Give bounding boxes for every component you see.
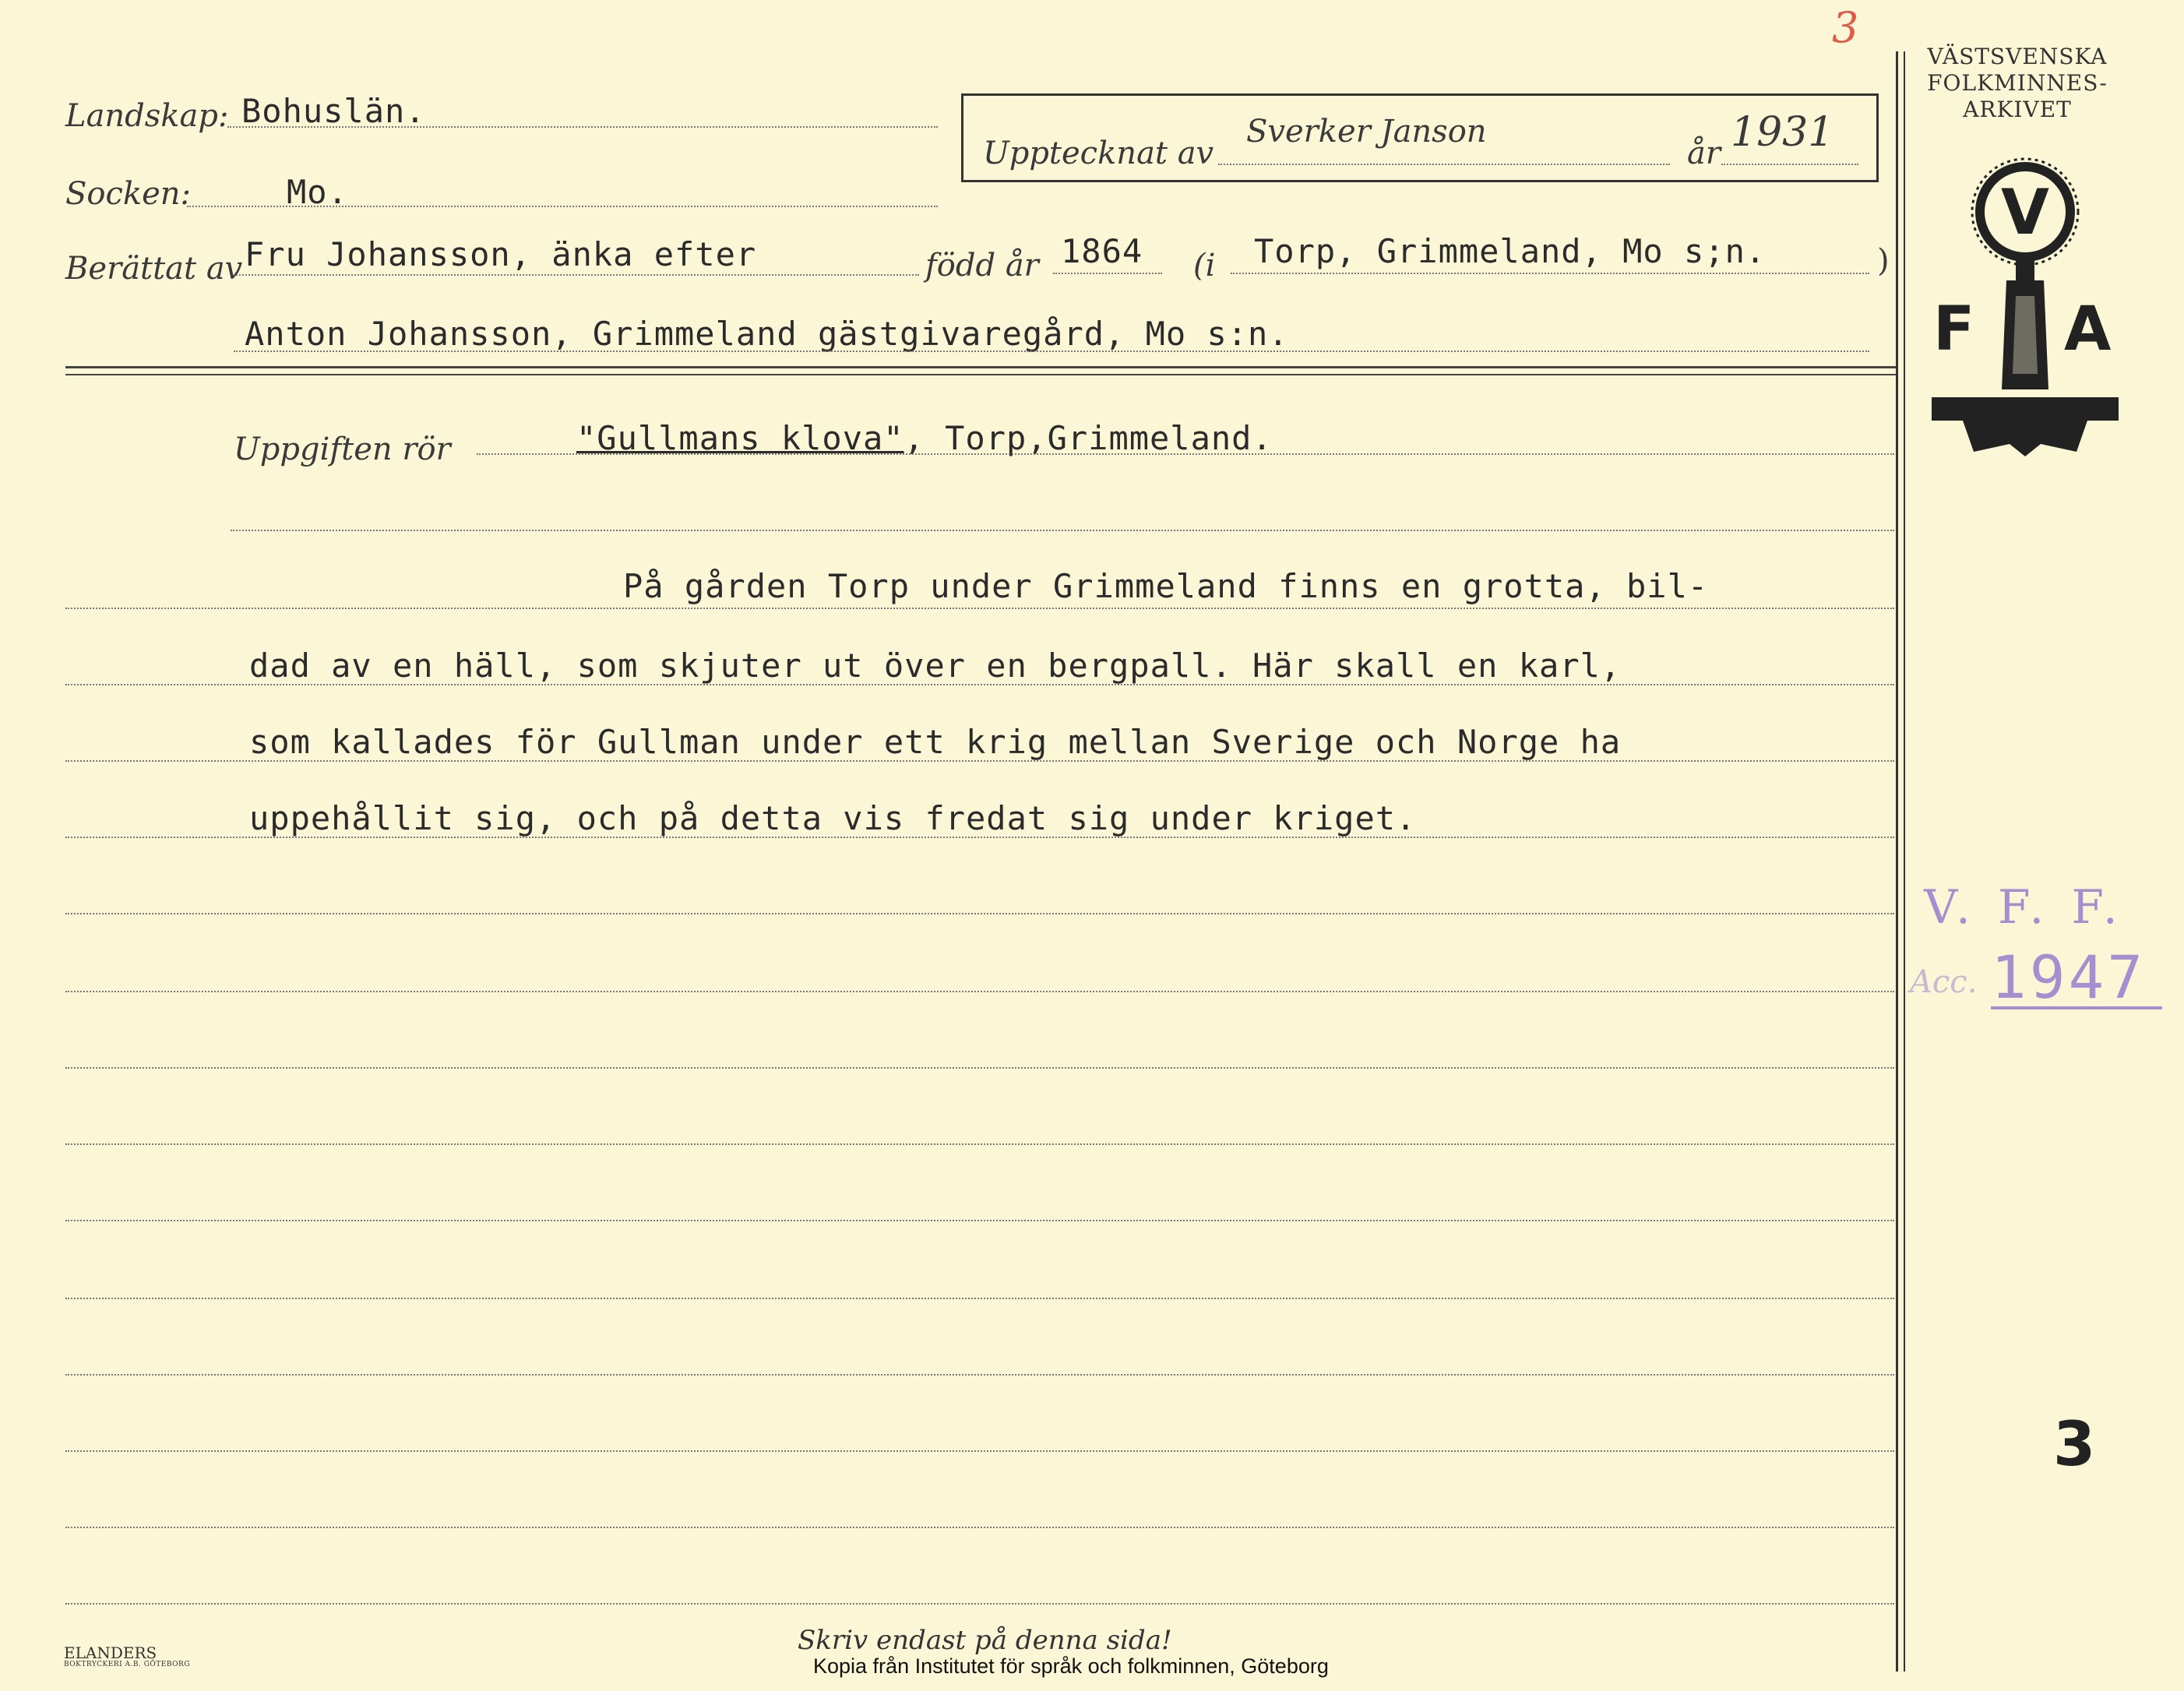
logo-a-letter: A	[2064, 294, 2112, 365]
ruled-line	[65, 913, 1894, 914]
landskap-label: Landskap:	[65, 98, 229, 134]
header-rule-bottom	[65, 374, 1896, 375]
body-line-2: dad av en häll, som skjuter ut över en bergpall. Här skall en karl,	[249, 646, 1622, 685]
ruled-line	[65, 1067, 1894, 1069]
archive-name-line-3: ARKIVET	[1963, 97, 2072, 122]
ruled-line	[65, 608, 1894, 609]
header-rule-top	[65, 366, 1896, 368]
stamp-underline	[1991, 1006, 2162, 1009]
stamp-acc-number: 1947	[1991, 942, 2147, 1012]
born-place-line	[1231, 273, 1869, 274]
footer-instruction: Skriv endast på denna sida!	[798, 1625, 1172, 1656]
stamp-acc-label: Acc.	[1910, 964, 1978, 1000]
record-year-label: år	[1687, 136, 1721, 171]
archive-name-line-1: VÄSTSVENSKA	[1927, 44, 2108, 69]
subject-line	[477, 453, 1894, 455]
ruled-line	[65, 1450, 1894, 1452]
body-line-3: som kallades för Gullman under ett krig mellan Sverige och Norge ha	[249, 723, 1622, 761]
logo-f-letter: F	[1933, 294, 1975, 365]
socken-value: Mo.	[287, 173, 348, 211]
record-year: 1931	[1731, 109, 1834, 156]
ruled-line	[65, 991, 1894, 992]
ruled-line	[65, 1603, 1894, 1605]
ruled-line	[65, 1143, 1894, 1145]
subject-line-2	[231, 530, 1894, 531]
born-year: 1864	[1061, 232, 1143, 270]
landskap-line	[227, 126, 938, 128]
born-place-suffix: )	[1877, 243, 1890, 279]
recorder-signature: Sverker Janson	[1246, 114, 1487, 150]
logo-v-letter: V	[2001, 176, 2049, 248]
body-line-1: På gården Torp under Grimmeland finns en grotta, bil-	[623, 567, 1709, 605]
ruled-line	[65, 684, 1894, 685]
narrator-label: Berättat av	[65, 251, 243, 287]
socken-line	[187, 206, 938, 207]
born-year-line	[1053, 273, 1162, 274]
printer-mark	[64, 1645, 190, 1668]
born-label: född år	[925, 248, 1039, 284]
printer-small: BOKTRYCKERI A.B. GÖTEBORG	[64, 1661, 191, 1668]
subject-title: "Gullmans klova"	[576, 419, 904, 457]
narrator-line2-rule	[234, 351, 1869, 352]
ruled-line	[65, 760, 1894, 762]
ruled-line	[65, 1374, 1894, 1376]
copy-notice: Kopia från Institutet för språk och folkminnen, Göteborg	[813, 1654, 1329, 1678]
archive-name	[1900, 44, 2134, 123]
narrator-line2: Anton Johansson, Grimmeland gästgivaregård, Mo s:n.	[245, 315, 1289, 353]
narrator-line1: Fru Johansson, änka efter	[245, 235, 757, 273]
margin-rule-right	[1904, 51, 1905, 1672]
subject-place: , Torp,Grimmeland.	[904, 419, 1273, 457]
printer-name: ELANDERS	[64, 1643, 157, 1662]
body-line-4: uppehållit sig, och på detta vis fredat sig under kriget.	[249, 799, 1417, 837]
page-number: 3	[2053, 1410, 2096, 1480]
born-place-prefix: (i	[1193, 248, 1216, 284]
margin-rule-left	[1896, 51, 1898, 1672]
ruled-line	[65, 1220, 1894, 1221]
subject-label: Uppgiften rör	[234, 432, 451, 467]
red-page-number: 3	[1832, 3, 1859, 52]
subject-value	[576, 419, 1273, 457]
landskap-value: Bohuslän.	[241, 92, 426, 130]
born-place: Torp, Grimmeland, Mo s;n.	[1254, 232, 1767, 270]
narrator-line1-rule	[234, 274, 919, 276]
ruled-line	[65, 1527, 1894, 1528]
ruled-line	[65, 1298, 1894, 1299]
archive-name-line-2: FOLKMINNES-	[1927, 70, 2108, 96]
ruled-line	[65, 837, 1894, 838]
record-year-line	[1721, 164, 1858, 165]
stamp-vff: V. F. F.	[1924, 880, 2124, 935]
socken-label: Socken:	[65, 176, 192, 212]
recorder-line	[1218, 164, 1670, 165]
recorder-label: Upptecknat av	[983, 136, 1214, 171]
